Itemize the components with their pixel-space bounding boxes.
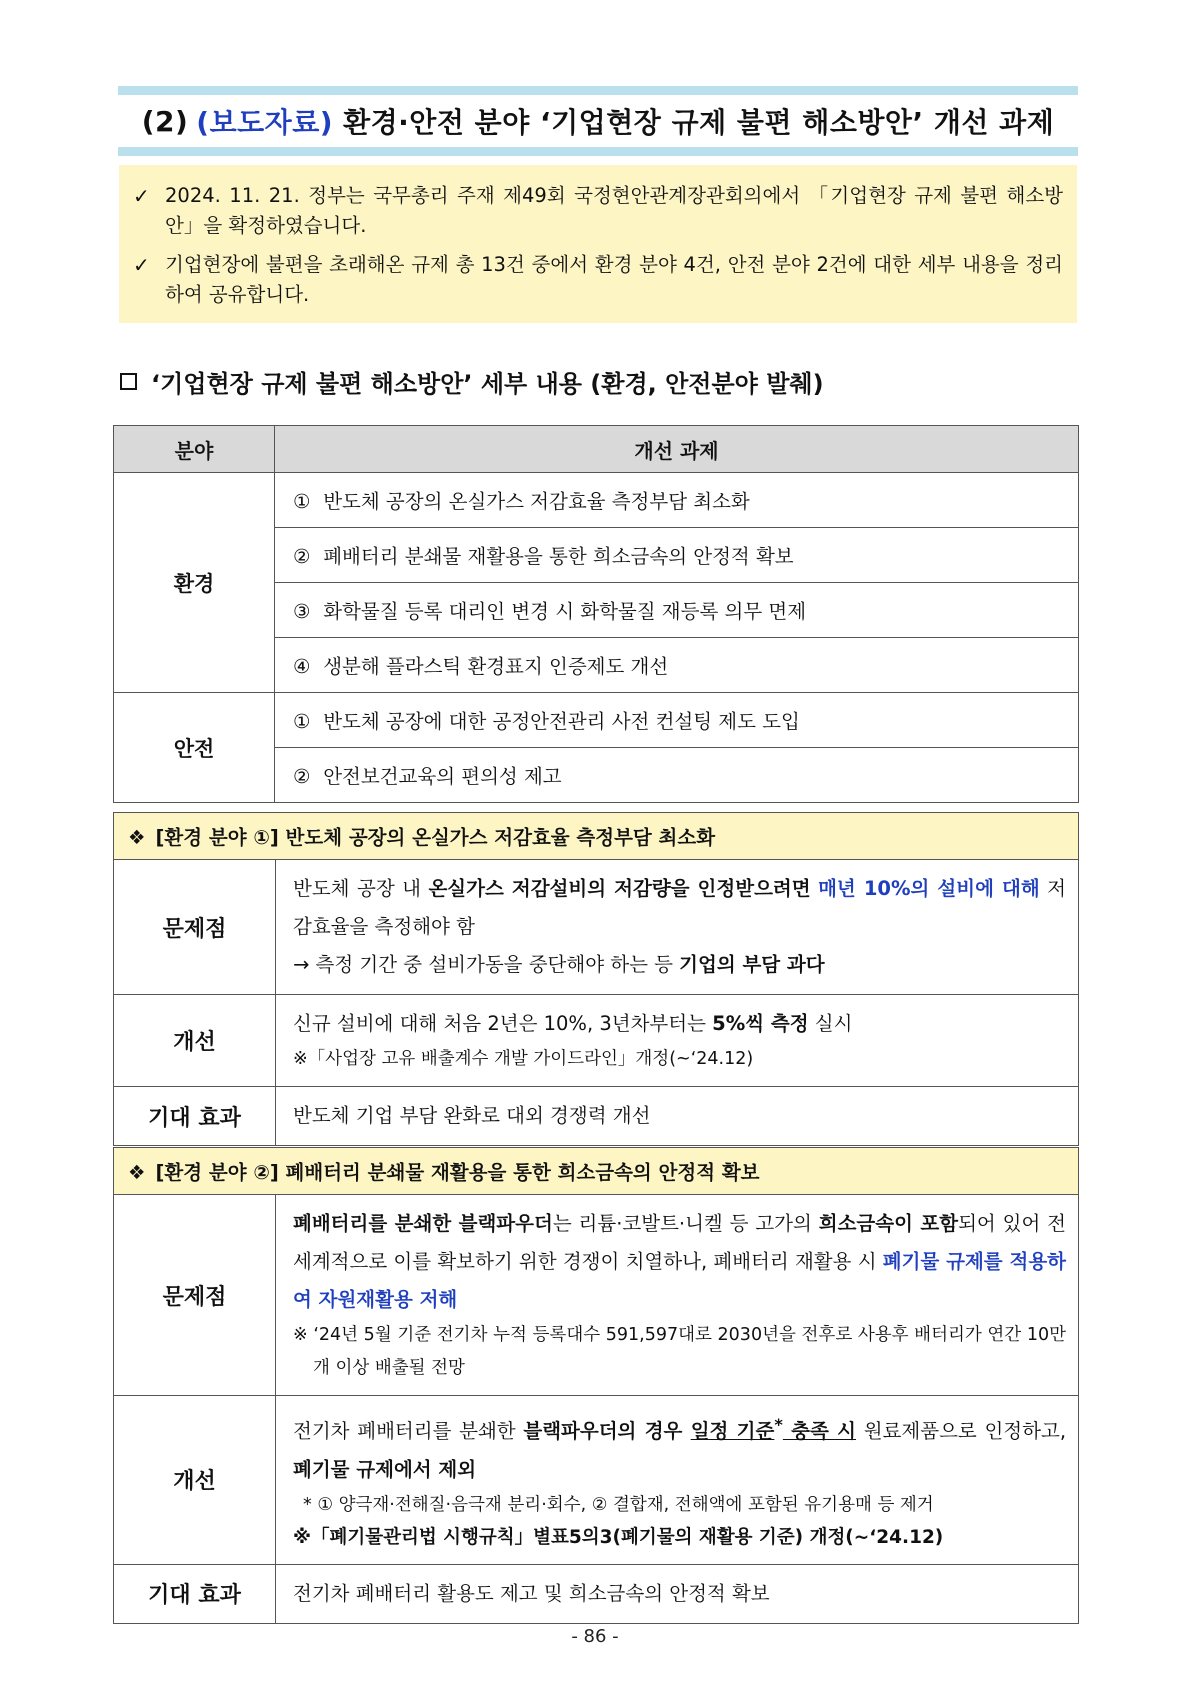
- problem-row: [114, 1195, 1079, 1396]
- footnote-marker: *: [774, 1415, 783, 1434]
- improve-text: [293, 1005, 1066, 1043]
- bold-run: 폐기물 규제에서 제외: [293, 1457, 477, 1481]
- summary-item: [133, 181, 1063, 241]
- detail-header: [114, 1148, 1079, 1195]
- page-number: - 86 -: [571, 1626, 619, 1647]
- effect-label: 기대 효과: [114, 1087, 276, 1146]
- table-row: [114, 693, 1079, 748]
- improve-label: 개선: [114, 1396, 276, 1565]
- title-highlight: (보도자료): [196, 106, 334, 139]
- bold-run: 희소금속이 포함: [818, 1212, 959, 1235]
- improve-footnote: * ① 양극재·전해질·음극재 분리·회수, ② 결합재, 전해액에 포함된 유기용매 등 제거: [303, 1494, 934, 1515]
- improve-content: [276, 995, 1079, 1087]
- underlined-run: 충족 시: [782, 1419, 857, 1443]
- underlined-run: 일정 기준: [690, 1419, 775, 1443]
- checkbox-square-icon: [120, 373, 137, 390]
- effect-row: [114, 1564, 1079, 1623]
- task-cell: [275, 473, 1079, 528]
- check-icon: ✓: [133, 253, 150, 277]
- bold-run: 폐배터리를 분쇄한 블랙파우더: [293, 1212, 553, 1235]
- bold-run: 온실가스 저감설비의 저감량을 인정받으려면: [428, 877, 811, 900]
- problem-label: 문제점: [114, 860, 276, 995]
- improve-note: ※「폐기물관리법 시행규칙」별표5의3(폐기물의 재활용 기준) 개정(~‘24.12): [293, 1526, 944, 1548]
- summary-text: 기업현장에 불편을 초래해온 규제 총 13건 중에서 환경 분야 4건, 안전 분야 2건에 대한 세부 내용을 정리하여 공유합니다.: [165, 253, 1063, 306]
- problem-note: ※ ‘24년 5월 기준 전기차 누적 등록대수 591,597대로 2030년을 전후로 사용후 배터리가 연간 10만개 이상 배출될 전망: [293, 1325, 1066, 1378]
- task-cell: [275, 638, 1079, 693]
- highlight-run: 매년 10%의 설비에 대해: [818, 877, 1040, 900]
- text-run: 반도체 공장 내: [293, 877, 429, 900]
- detail-header-text: [환경 분야 ①] 반도체 공장의 온실가스 저감효율 측정부담 최소화: [155, 826, 716, 849]
- item-text: 반도체 공장의 온실가스 저감효율 측정부담 최소화: [323, 490, 750, 513]
- task-cell: [275, 693, 1079, 748]
- bold-run: 블랙파우더의 경우: [523, 1419, 691, 1443]
- item-number: ①: [293, 710, 311, 733]
- summary-item: [133, 250, 1063, 310]
- diamond-bullet-icon: ❖: [128, 1161, 146, 1184]
- item-text: 생분해 플라스틱 환경표지 인증제도 개선: [323, 655, 669, 678]
- bold-run: 5%씩 측정: [712, 1012, 809, 1035]
- detail-header: [114, 813, 1079, 860]
- task-cell: [275, 583, 1079, 638]
- title-bottom-bar: [118, 147, 1078, 156]
- summary-box: [119, 165, 1077, 323]
- improve-text: [293, 1406, 1066, 1489]
- col-task-header: 개선 과제: [275, 426, 1079, 473]
- text-run: 되어 있어 전세계적으로 이를 확보하기 위한 경쟁이 치열하나, 폐배터리 재활용 시: [293, 1212, 1066, 1273]
- bold-run: 기업의 부담 과다: [679, 953, 825, 976]
- text-run: [811, 877, 818, 900]
- title-number: (2): [141, 104, 189, 138]
- text-run: 저감효율을 측정해야 함: [293, 877, 1066, 938]
- effect-content: 전기차 폐배터리 활용도 제고 및 희소금속의 안정적 확보: [276, 1564, 1079, 1623]
- improve-label: 개선: [114, 995, 276, 1087]
- text-run: 전기차 폐배터리를 분쇄한: [293, 1419, 524, 1443]
- detail-table-env-2: [113, 1147, 1079, 1624]
- item-number: ②: [293, 765, 311, 788]
- problem-row: [114, 860, 1079, 995]
- text-run: 실시: [808, 1012, 853, 1035]
- item-text: 반도체 공장에 대한 공정안전관리 사전 컨설팅 제도 도입: [323, 710, 800, 733]
- effect-content: 반도체 기업 부담 완화로 대외 경쟁력 개선: [276, 1087, 1079, 1146]
- col-field-header: 분야: [114, 426, 275, 473]
- item-number: ②: [293, 545, 311, 568]
- title-top-bar: [118, 86, 1078, 95]
- improve-row: [114, 1396, 1079, 1565]
- safety-category-cell: 안전: [114, 693, 275, 803]
- summary-text: 2024. 11. 21. 정부는 국무총리 주재 제49회 국정현안관계장관회의에서 「기업현장 규제 불편 해소방안」을 확정하였습니다.: [165, 184, 1063, 237]
- improve-row: [114, 995, 1079, 1087]
- highlight-run: 폐기물 규제를 적용하여 자원재활용 저해: [293, 1250, 1066, 1311]
- detail-header-row: [114, 813, 1079, 860]
- detail-header-row: [114, 1148, 1079, 1195]
- problem-consequence: [293, 946, 1066, 984]
- problem-text: [293, 870, 1066, 946]
- effect-row: [114, 1087, 1079, 1146]
- overview-table: [113, 425, 1079, 803]
- text-run: 는 리튬·코발트·니켈 등 고가의: [552, 1212, 819, 1235]
- problem-text: [293, 1205, 1066, 1319]
- problem-label: 문제점: [114, 1195, 276, 1396]
- detail-table-env-1: [113, 812, 1079, 1146]
- problem-content: [276, 1195, 1079, 1396]
- task-cell: [275, 528, 1079, 583]
- text-run: → 측정 기간 중 설비가동을 중단해야 하는 등: [293, 953, 680, 976]
- effect-label: 기대 효과: [114, 1564, 276, 1623]
- table-row: [114, 473, 1079, 528]
- item-number: ①: [293, 490, 311, 513]
- title-banner: [118, 86, 1078, 156]
- section-heading: [120, 364, 824, 399]
- item-number: ④: [293, 655, 311, 678]
- diamond-bullet-icon: ❖: [128, 826, 146, 849]
- text-run: 신규 설비에 대해 처음 2년은 10%, 3년차부터는: [293, 1012, 713, 1035]
- section-heading-text: ‘기업현장 규제 불편 해소방안’ 세부 내용 (환경, 안전분야 발췌): [151, 370, 824, 398]
- overview-header-row: [114, 426, 1079, 473]
- detail-header-text: [환경 분야 ②] 폐배터리 분쇄물 재활용을 통한 희소금속의 안정적 확보: [155, 1161, 760, 1184]
- check-icon: ✓: [133, 184, 150, 208]
- problem-content: [276, 860, 1079, 995]
- text-run: 원료제품으로 인정하고,: [856, 1419, 1067, 1443]
- env-category-cell: 환경: [114, 473, 275, 693]
- improve-note: ※「사업장 고유 배출계수 개발 가이드라인」개정(~‘24.12): [293, 1049, 754, 1069]
- item-text: 안전보건교육의 편의성 제고: [323, 765, 562, 788]
- item-text: 폐배터리 분쇄물 재활용을 통한 희소금속의 안정적 확보: [323, 545, 794, 568]
- improve-content: [276, 1396, 1079, 1565]
- task-cell: [275, 748, 1079, 803]
- title-text: 환경·안전 분야 ‘기업현장 규제 불편 해소방안’ 개선 과제: [343, 106, 1055, 139]
- page-title: [118, 95, 1078, 147]
- item-number: ③: [293, 600, 311, 623]
- item-text: 화학물질 등록 대리인 변경 시 화학물질 재등록 의무 면제: [323, 600, 807, 623]
